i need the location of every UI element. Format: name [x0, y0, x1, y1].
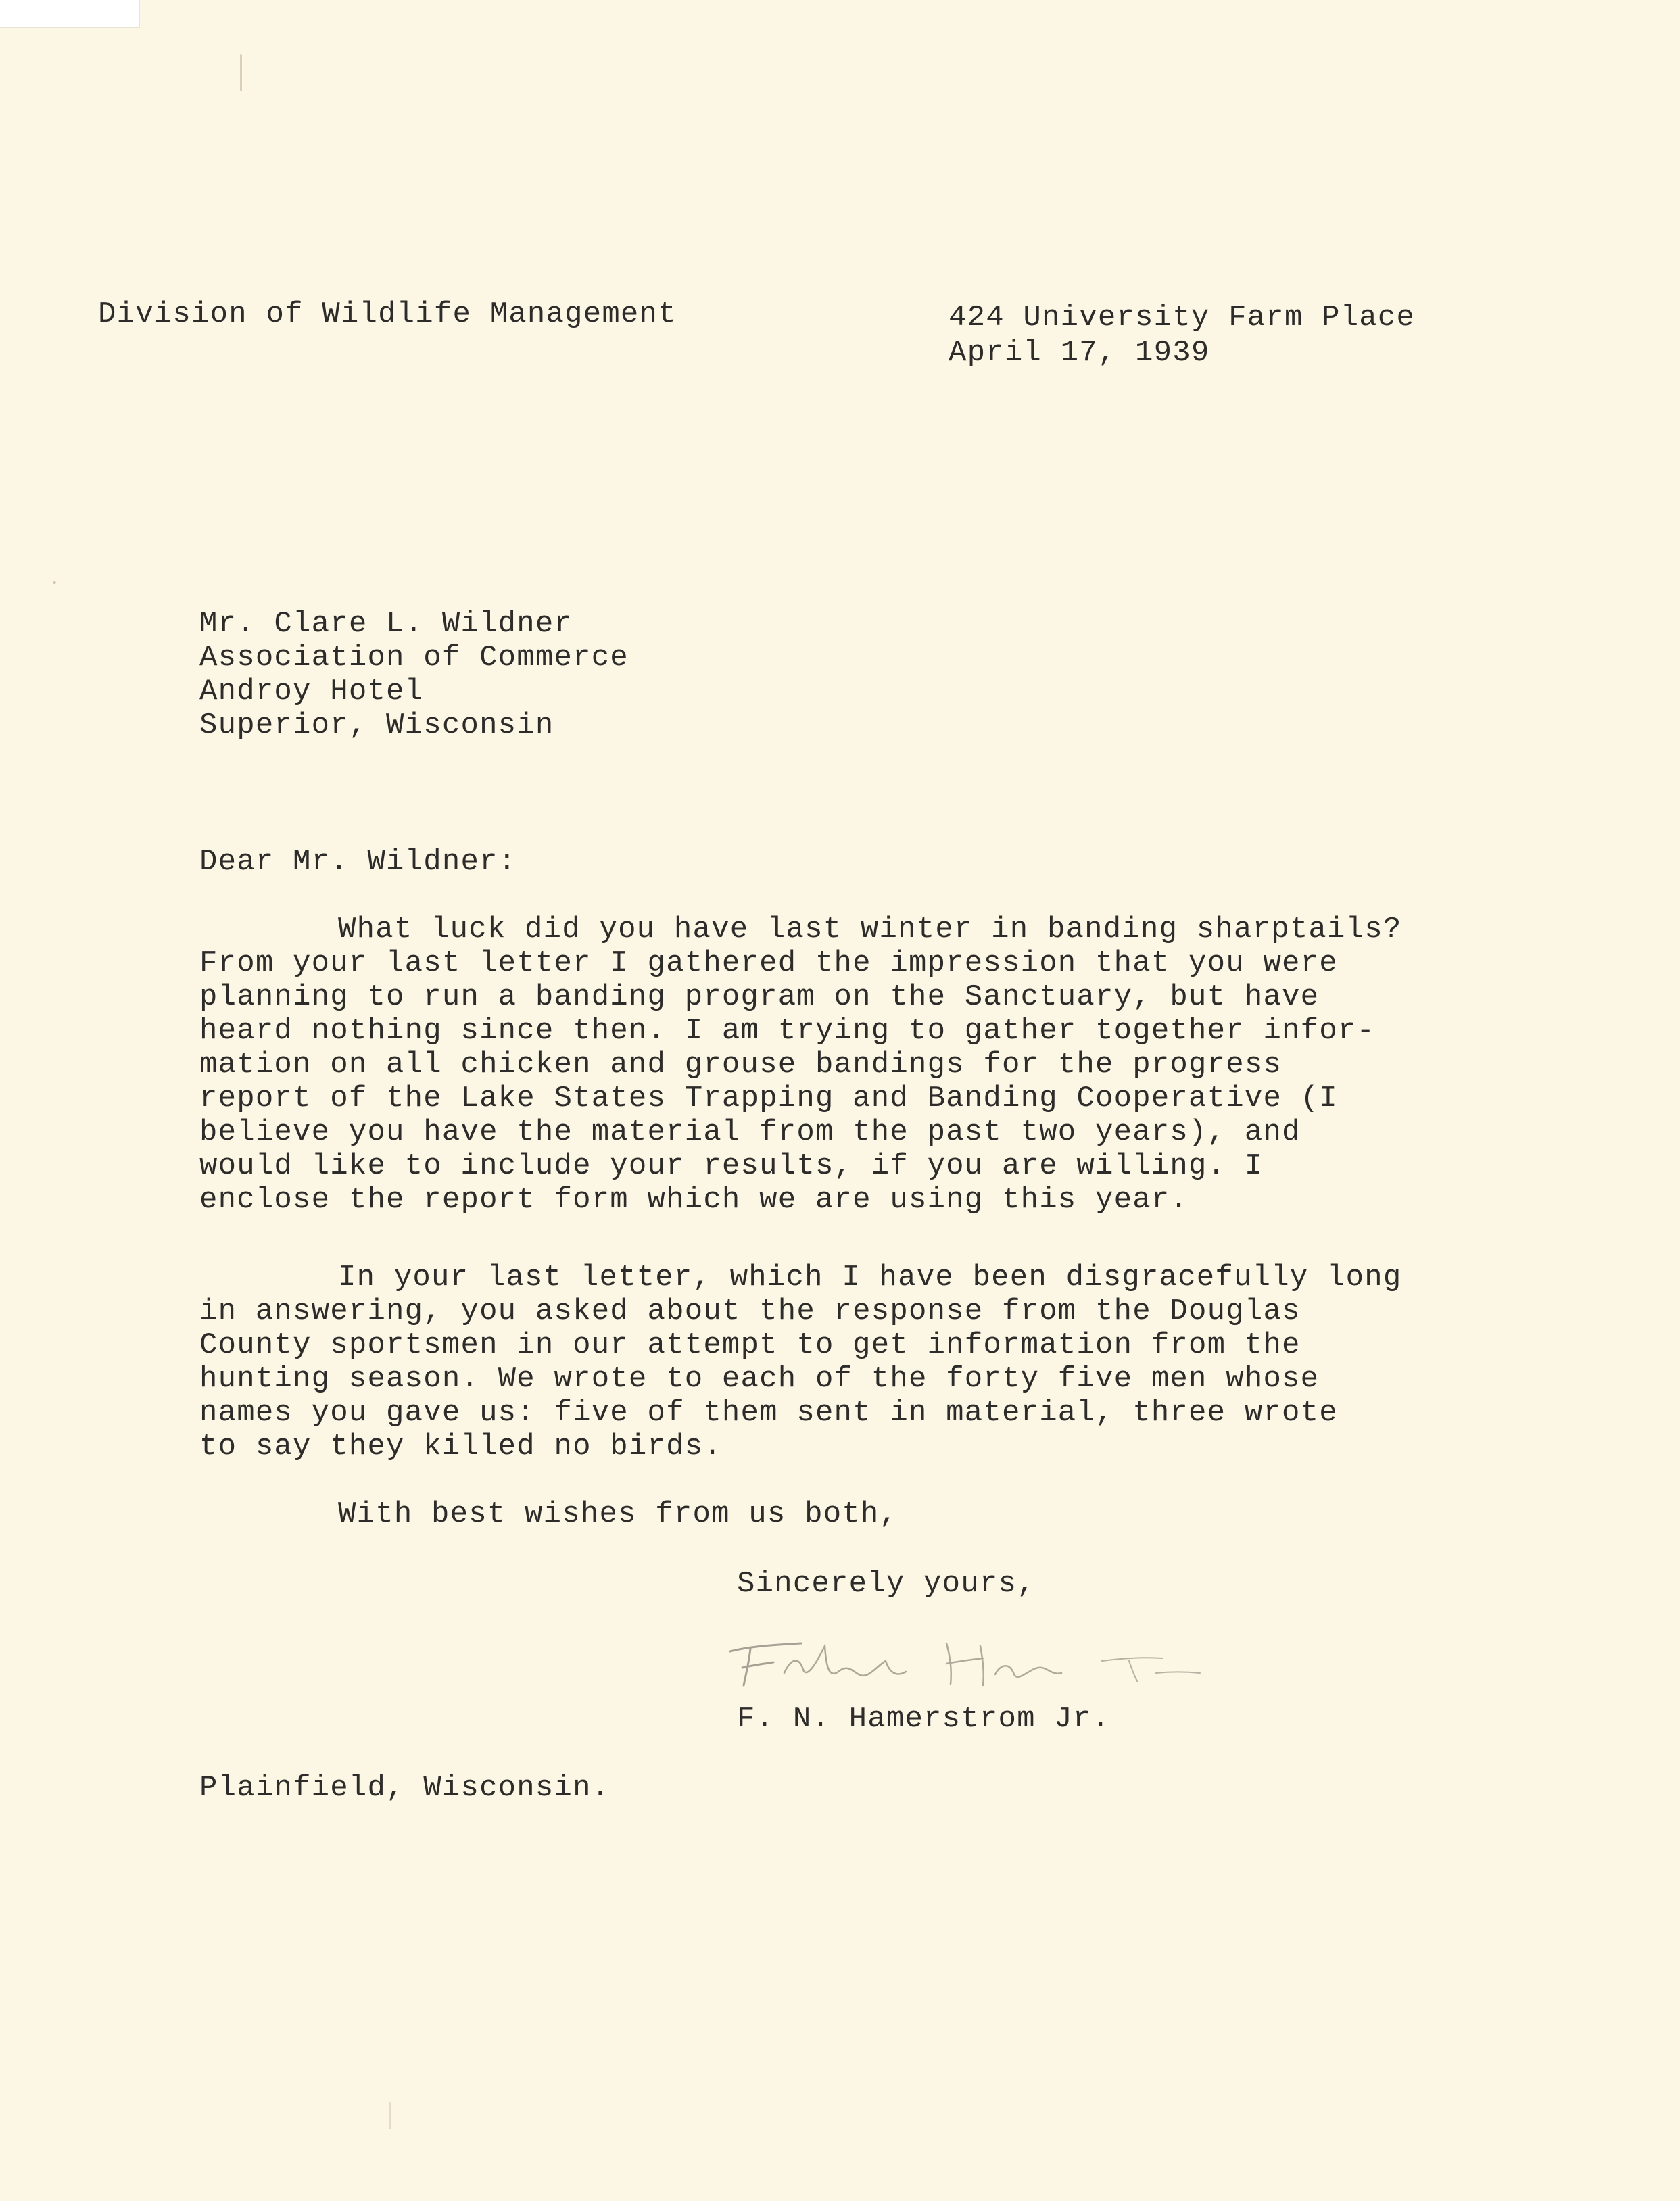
closing-wish: With best wishes from us both,	[338, 1497, 898, 1531]
recipient-name: Mr. Clare L. Wildner	[199, 607, 573, 641]
sender-address: 424 University Farm Place	[949, 301, 1416, 335]
paragraph1-line: planning to run a banding program on the Sanctuary, but have	[199, 980, 1320, 1014]
closing: Sincerely yours,	[737, 1567, 1036, 1601]
salutation: Dear Mr. Wildner:	[199, 845, 517, 879]
signature	[723, 1619, 1210, 1693]
sender-location: Plainfield, Wisconsin.	[199, 1771, 610, 1805]
paper-speck	[240, 54, 242, 91]
paragraph1-line: mation on all chicken and grouse bandings for the progress	[199, 1048, 1282, 1082]
paragraph1-line: From your last letter I gathered the impression that you were	[199, 946, 1338, 980]
paragraph2-line: County sportsmen in our attempt to get information from the	[199, 1328, 1301, 1362]
paragraph2-line: in answering, you asked about the response from the Douglas	[199, 1295, 1301, 1328]
letter-date: April 17, 1939	[949, 336, 1210, 370]
recipient-street: Androy Hotel	[199, 675, 424, 708]
paragraph2-line: hunting season. We wrote to each of the forty five men whose	[199, 1362, 1320, 1396]
paper-speck	[389, 2102, 391, 2129]
paragraph1-line: What luck did you have last winter in banding sharptails?	[338, 913, 1402, 946]
department-name: Division of Wildlife Management	[98, 297, 677, 331]
recipient-organization: Association of Commerce	[199, 641, 629, 675]
paragraph1-line: would like to include your results, if you are willing. I	[199, 1149, 1264, 1183]
paragraph1-line: believe you have the material from the past two years), and	[199, 1115, 1301, 1149]
paragraph1-line: report of the Lake States Trapping and Banding Cooperative (I	[199, 1082, 1338, 1115]
paragraph1-line: enclose the report form which we are using this year.	[199, 1183, 1189, 1217]
paper-speck	[53, 581, 56, 584]
paragraph2-line: to say they killed no birds.	[199, 1430, 722, 1464]
signer-name: F. N. Hamerstrom Jr.	[737, 1702, 1111, 1736]
recipient-city: Superior, Wisconsin	[199, 708, 554, 742]
paragraph2-line: In your last letter, which I have been disgracefully long	[338, 1261, 1402, 1295]
paragraph2-line: names you gave us: five of them sent in material, three wrote	[199, 1396, 1338, 1430]
paragraph1-line: heard nothing since then. I am trying to gather together infor-	[199, 1014, 1376, 1048]
scan-corner	[0, 0, 140, 28]
